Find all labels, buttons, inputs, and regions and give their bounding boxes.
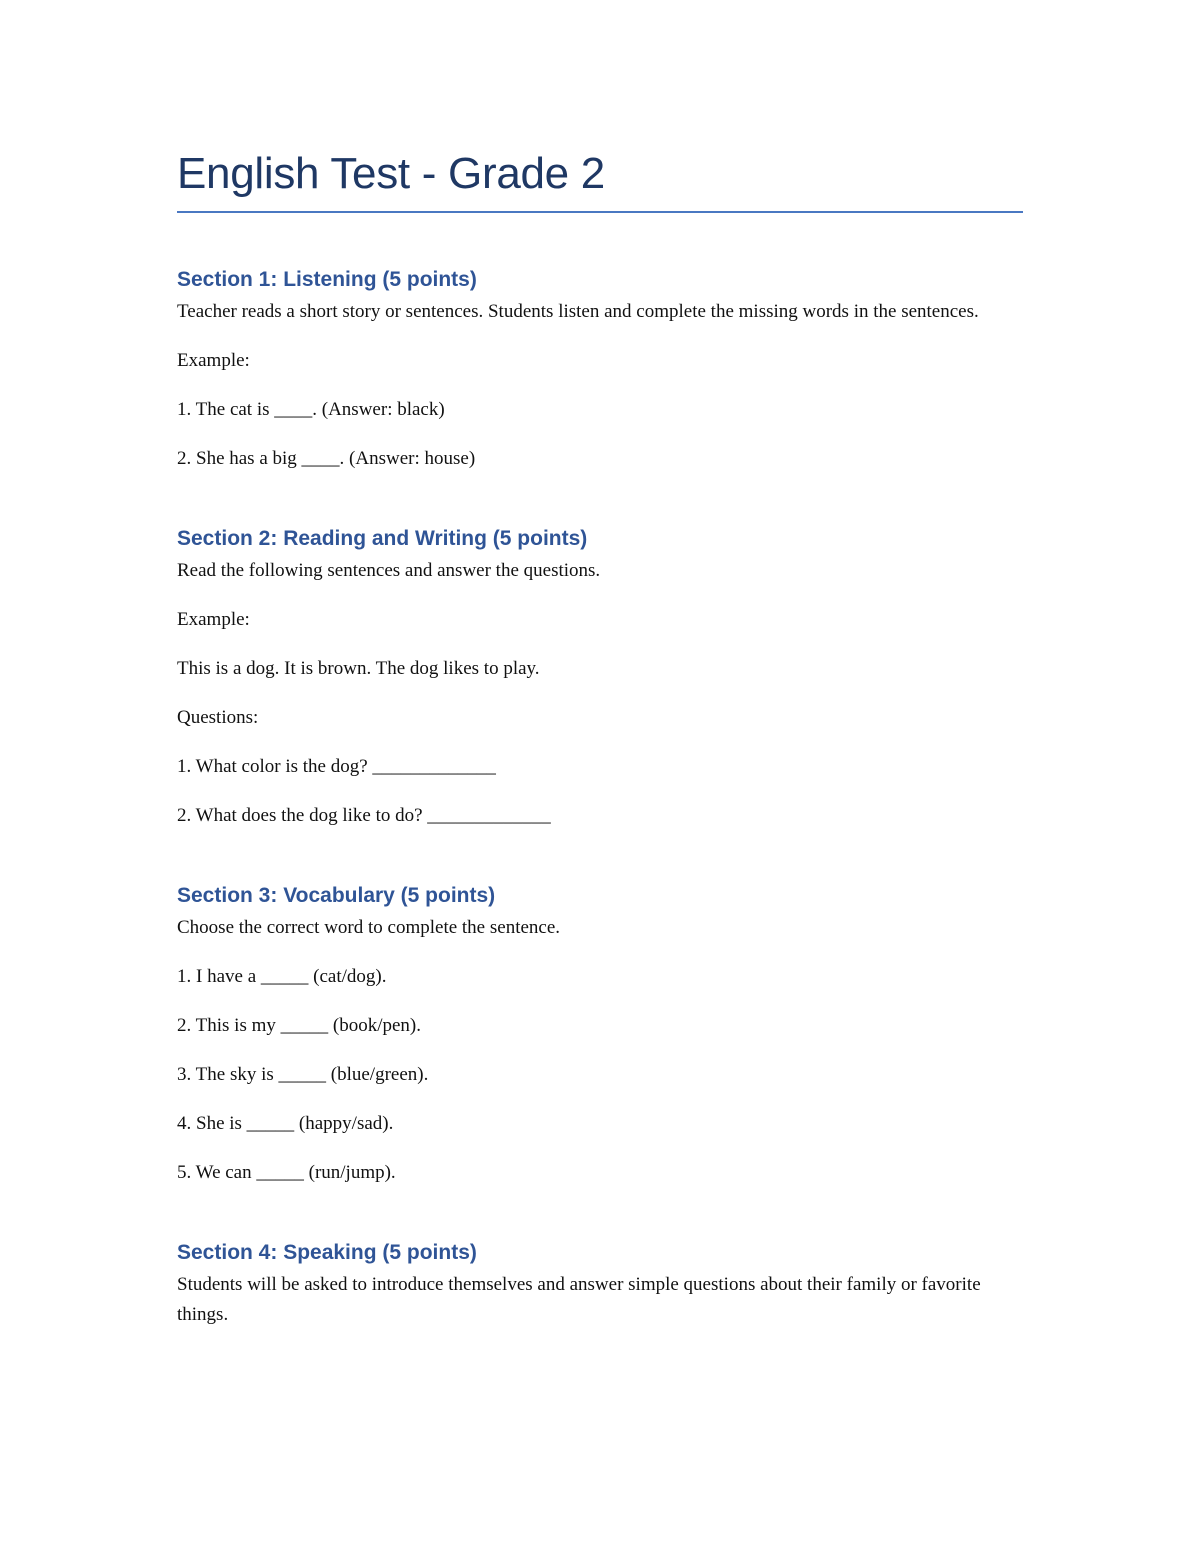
section-heading: Section 3: Vocabulary (5 points) [177, 884, 496, 907]
section-paragraph: 5. We can _____ (run/jump). [177, 1162, 396, 1183]
section-listening [177, 263, 1023, 474]
section-heading: Section 2: Reading and Writing (5 points) [177, 527, 588, 550]
section-vocabulary [177, 879, 1023, 1188]
section-paragraph: 2. She has a big ____. (Answer: house) [177, 448, 476, 469]
section-paragraph: This is a dog. It is brown. The dog likes to play. [177, 658, 540, 679]
section-paragraph: Example: [177, 350, 250, 371]
section-paragraph: 1. What color is the dog? _____________ [177, 756, 496, 777]
section-paragraph: Choose the correct word to complete the sentence. [177, 917, 561, 938]
section-paragraph: 1. The cat is ____. (Answer: black) [177, 399, 445, 420]
section-heading: Section 4: Speaking (5 points) [177, 1241, 477, 1264]
section-paragraph: Example: [177, 609, 250, 630]
section-paragraph: 1. I have a _____ (cat/dog). [177, 966, 387, 987]
page-title: English Test - Grade 2 [177, 149, 605, 198]
section-paragraph: 4. She is _____ (happy/sad). [177, 1113, 394, 1134]
section-paragraph: 2. What does the dog like to do? _____________ [177, 805, 551, 826]
title-divider [177, 211, 1023, 213]
section-paragraph: Read the following sentences and answer the questions. [177, 560, 601, 581]
section-paragraph: 2. This is my _____ (book/pen). [177, 1015, 422, 1036]
section-heading: Section 1: Listening (5 points) [177, 268, 477, 291]
document-page [177, 140, 1023, 1349]
section-speaking [177, 1236, 1023, 1330]
section-paragraph: Teacher reads a short story or sentences. Students listen and complete the missing words in the sentences. [177, 301, 979, 322]
section-reading-writing [177, 522, 1023, 831]
section-paragraph: 3. The sky is _____ (blue/green). [177, 1064, 429, 1085]
section-paragraph: Students will be asked to introduce themselves and answer simple questions about their family or favorite things. [177, 1274, 981, 1325]
section-paragraph: Questions: [177, 707, 259, 728]
